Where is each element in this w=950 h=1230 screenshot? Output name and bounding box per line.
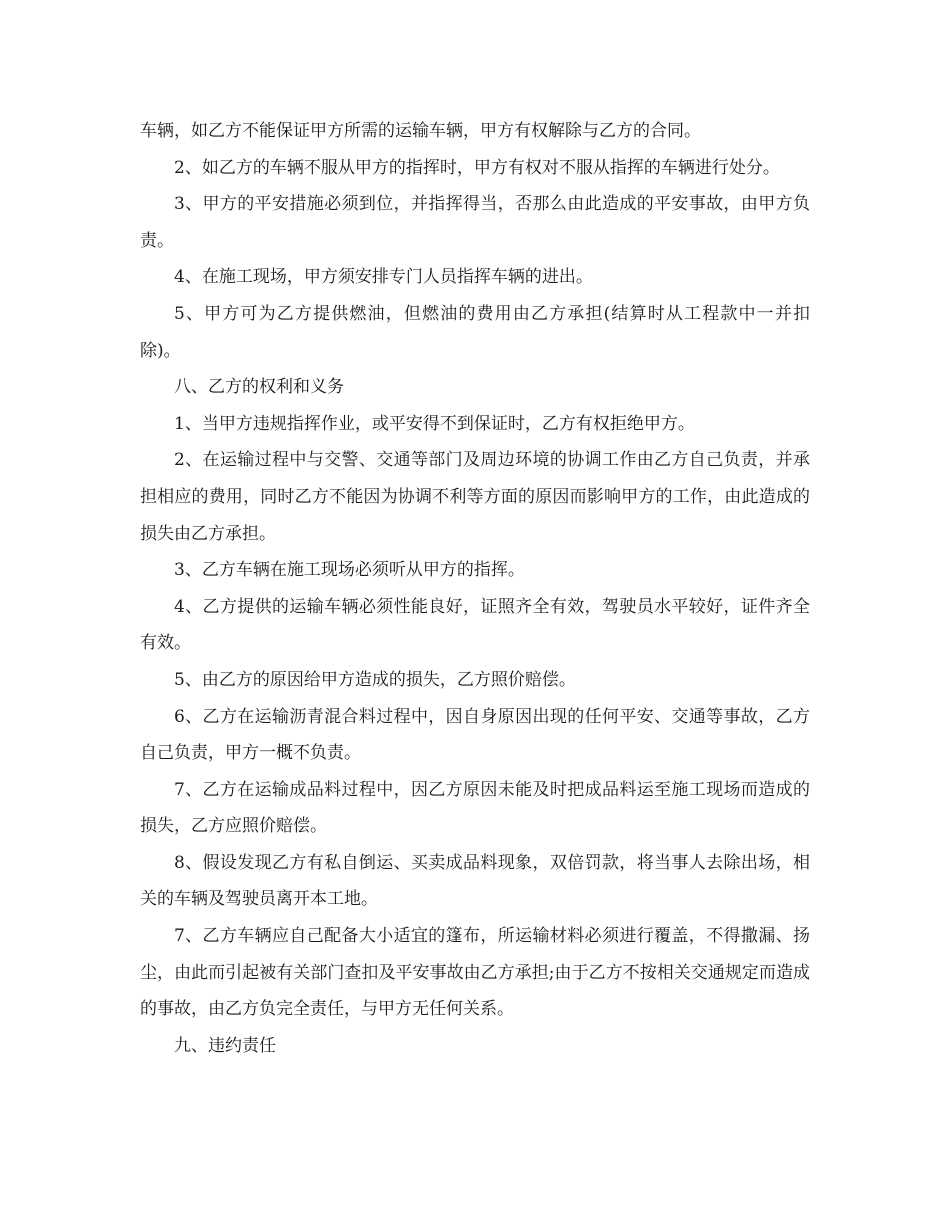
paragraph-party-b-clause-7: 7、乙方在运输成品料过程中，因乙方原因未能及时把成品料运至施工现场而造成的损失，乙方应照价赔偿。: [140, 779, 810, 837]
document-body: [140, 113, 810, 1064]
paragraph-party-b-clause-8: 8、假设发现乙方有私自倒运、买卖成品料现象，双倍罚款，将当事人去除出场，相关的车辆及驾驶员离开本工地。: [140, 852, 810, 910]
section-heading-liability: 九、违约责任: [174, 1035, 276, 1056]
paragraph-party-a-clause-2: 2、如乙方的车辆不服从甲方的指挥时，甲方有权对不服从指挥的车辆进行处分。: [174, 157, 780, 178]
paragraph-party-b-clause-6: 6、乙方在运输沥青混合料过程中，因自身原因出现的任何平安、交通等事故，乙方自己负责，甲方一概不负责。: [140, 706, 810, 764]
paragraph-party-b-clause-2: 2、在运输过程中与交警、交通等部门及周边环境的协调工作由乙方自己负责，并承担相应的费用，同时乙方不能因为协调不利等方面的原因而影响甲方的工作，由此造成的损失由乙方承担。: [140, 450, 810, 544]
paragraph-party-b-clause-5: 5、由乙方的原因给甲方造成的损失，乙方照价赔偿。: [174, 669, 576, 690]
paragraph-continuation: 车辆，如乙方不能保证甲方所需的运输车辆，甲方有权解除与乙方的合同。: [140, 121, 701, 141]
paragraph-party-b-clause-4: 4、乙方提供的运输车辆必须性能良好，证照齐全有效，驾驶员水平较好，证件齐全有效。: [140, 596, 810, 654]
paragraph-party-a-clause-5: 5、甲方可为乙方提供燃油，但燃油的费用由乙方承担(结算时从工程款中一并扣除)。: [140, 303, 810, 361]
paragraph-party-b-clause-1: 1、当甲方违规指挥作业，或平安得不到保证时，乙方有权拒绝甲方。: [174, 413, 695, 434]
paragraph-party-b-clause-7b: 7、乙方车辆应自己配备大小适宜的篷布，所运输材料必须进行覆盖，不得撒漏、扬尘，由此而引起被有关部门查扣及平安事故由乙方承担;由于乙方不按相关交通规定而造成的事故，由乙方负完全责任，与甲方无任何关系。: [140, 926, 810, 1020]
paragraph-party-a-clause-4: 4、在施工现场，甲方须安排专门人员指挥车辆的进出。: [174, 267, 593, 288]
paragraph-party-b-clause-3: 3、乙方车辆在施工现场必须听从甲方的指挥。: [174, 560, 525, 581]
paragraph-party-a-clause-3: 3、甲方的平安措施必须到位，并指挥得当，否那么由此造成的平安事故，由甲方负责。: [140, 194, 810, 251]
section-heading-party-b-rights: 八、乙方的权利和义务: [174, 377, 344, 398]
